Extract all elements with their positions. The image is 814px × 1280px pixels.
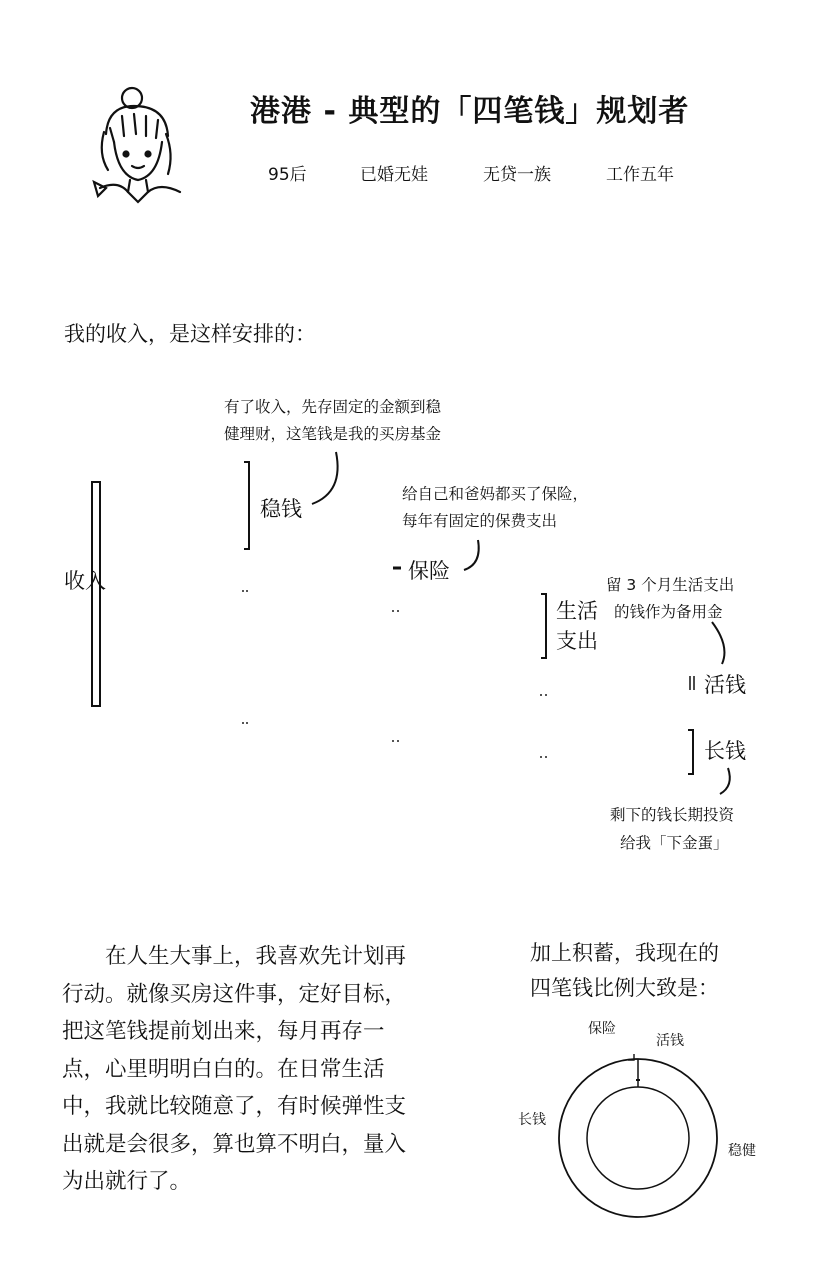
planning-paragraph: 在人生大事上，我喜欢先计划再行动。就像买房这件事，定好目标，把这笔钱提前划出来，每月再存一点，心里明明白白的。在日常生活中，我就比较随意了，有时候弹性支出就是会很多，算也算不明白，量入为出就行了。: [62, 944, 407, 1194]
tree-dot: [397, 740, 399, 742]
long-note-line-1: 剩下的钱长期投资: [610, 806, 735, 824]
tag-marital: 已婚无娃: [360, 165, 428, 185]
tree-dot: [246, 722, 248, 724]
tree-dot: [242, 722, 244, 724]
tree-dot: [392, 610, 394, 612]
ring-label-insurance: 保险: [588, 1021, 616, 1037]
long-bracket: [688, 730, 693, 774]
branch-stable-label: 稳钱: [260, 497, 302, 521]
long-pointer: [720, 768, 730, 794]
insurance-note-line-2: 每年有固定的保费支出: [402, 512, 558, 530]
stable-note-line-2: 健理财，这笔钱是我的买房基金: [224, 425, 442, 443]
tree-dot: [540, 694, 542, 696]
ring-label-active: 活钱: [656, 1033, 684, 1049]
long-note-line-2: 给我「下金蛋」: [620, 834, 729, 852]
ratio-ring: [500, 1010, 780, 1250]
insurance-pointer: [464, 540, 479, 570]
tag-age: 95后: [268, 165, 307, 185]
tree-dot: [545, 756, 547, 758]
tree-dot: [540, 756, 542, 758]
ratio-intro-line-1: 加上积蓄，我现在的: [530, 941, 719, 965]
ring-label-stable: 稳健: [728, 1143, 756, 1159]
tree-dot: [397, 610, 399, 612]
ratio-intro: [530, 936, 719, 1006]
insurance-note-line-1: 给自己和爸妈都买了保险，: [402, 485, 589, 503]
root-bar: [92, 482, 100, 706]
intro-text: 我的收入，是这样安排的：: [64, 322, 316, 346]
page-title: 港港 - 典型的「四笔钱」规划者: [250, 94, 690, 129]
tree-dot: [392, 740, 394, 742]
branch-living-label: 生活支出: [556, 599, 598, 653]
living-note-line-2: 的钱作为备用金: [614, 603, 723, 621]
living-pointer: [712, 622, 724, 664]
active-mark: [690, 676, 694, 690]
tag-work: 工作五年: [606, 165, 674, 185]
tree-dot: [246, 590, 248, 592]
living-bracket: [541, 594, 546, 658]
branch-long-label: 长钱: [704, 739, 746, 763]
branch-insurance-label: 保险: [408, 559, 450, 583]
branch-active-label: 活钱: [704, 673, 746, 697]
living-note-line-1: 留 3 个月生活支出: [606, 576, 735, 594]
ring-label-long: 长钱: [518, 1112, 546, 1128]
tag-loan: 无贷一族: [483, 165, 551, 185]
tree-dot: [545, 694, 547, 696]
root-label: 收入: [64, 569, 106, 593]
stable-bracket: [244, 462, 249, 549]
ratio-intro-line-2: 四笔钱比例大致是：: [530, 976, 719, 1000]
tree-dot: [242, 590, 244, 592]
stable-pointer: [312, 452, 338, 504]
ring-inner: [587, 1087, 689, 1189]
stable-note-line-1: 有了收入，先存固定的金额到稳: [224, 398, 442, 416]
